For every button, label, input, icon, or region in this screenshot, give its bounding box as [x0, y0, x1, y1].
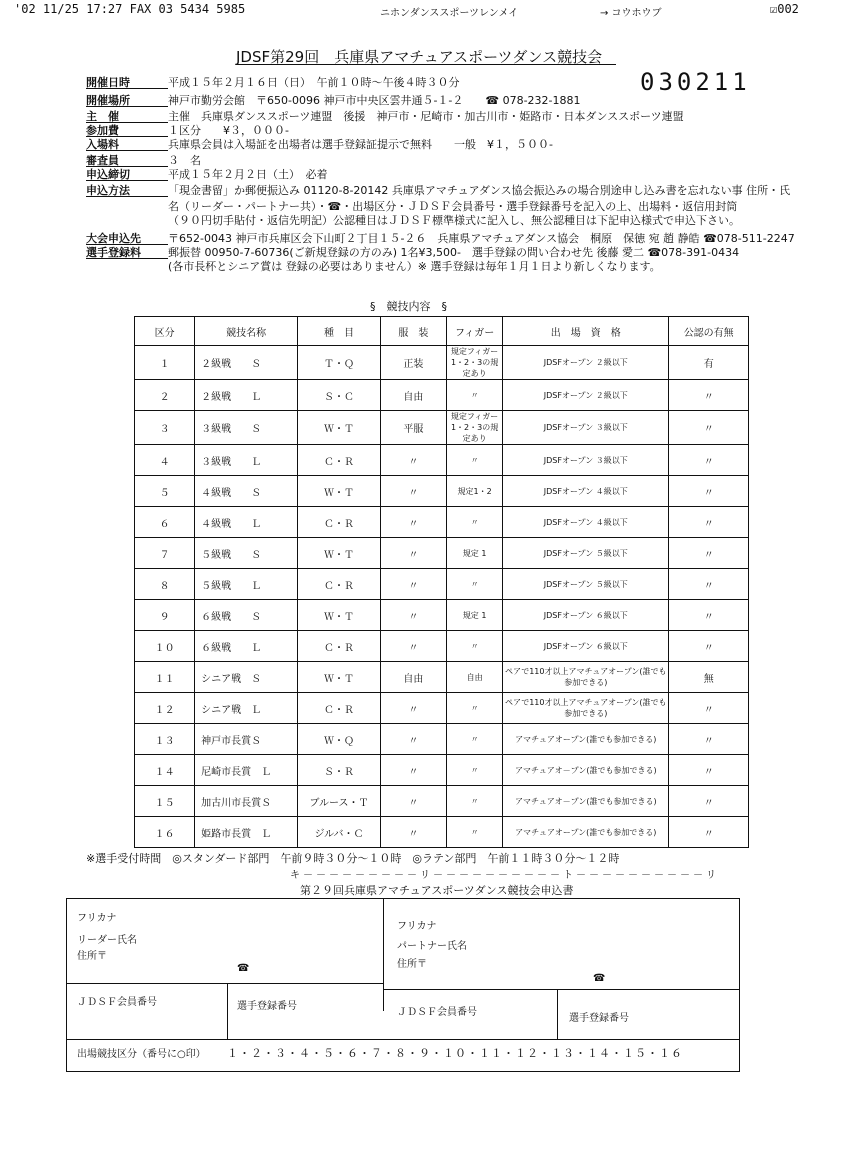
row-official: 〃: [669, 411, 749, 445]
row-event: Ｃ・Ｒ: [298, 693, 381, 724]
info-label: 参加費: [86, 124, 119, 137]
fax-page: ☑002: [770, 2, 799, 16]
row-name: ３級戦 Ｌ: [195, 445, 298, 476]
row-kubun: ７: [135, 538, 195, 569]
leader-furigana-label: フリカナ: [77, 913, 117, 924]
row-figure: 規定 1: [447, 600, 503, 631]
row-eligibility: JDSFオープン ５級以下: [503, 569, 669, 600]
row-kubun: １６: [135, 817, 195, 848]
category-options: １・２・３・４・５・６・７・８・９・１０・１１・１２・１３・１４・１５・１６: [227, 1047, 683, 1060]
row-official: 〃: [669, 693, 749, 724]
info-label: 入場料: [86, 138, 119, 151]
leader-name-label: リーダー氏名: [77, 935, 137, 946]
table-row: [135, 786, 749, 817]
row-kubun: １４: [135, 755, 195, 786]
table-row: [135, 476, 749, 507]
partner-reg-label: 選手登録番号: [569, 1013, 629, 1024]
info-value: 郵振替 00950-7-60736(ご新規登録の方のみ) 1名¥3,500- 選手登録の問い合わせ先 後藤 愛二 ☎078-391-0434: [168, 246, 740, 259]
row-name: ６級戦 Ｌ: [195, 631, 298, 662]
table-row: [135, 507, 749, 538]
row-kubun: １０: [135, 631, 195, 662]
row-event: ブルース・Ｔ: [298, 786, 381, 817]
table-row: [135, 817, 749, 848]
row-eligibility: JDSFオープン ４級以下: [503, 507, 669, 538]
row-attire: 〃: [380, 538, 446, 569]
row-official: 〃: [669, 817, 749, 848]
info-label: 申込方法: [86, 184, 130, 197]
row-figure: 自由: [447, 662, 503, 693]
row-figure: 〃: [447, 380, 503, 411]
row-event: Ｔ・Ｑ: [298, 346, 381, 380]
category-label: 出場競技区分（番号に○印）: [77, 1049, 206, 1060]
competition-table: [134, 316, 749, 848]
document-title: JDSF第29回 兵庫県アマチュアスポーツダンス競技会: [236, 48, 603, 66]
row-official: 〃: [669, 755, 749, 786]
table-row: [135, 569, 749, 600]
row-figure: 規定 1: [447, 538, 503, 569]
row-attire: 〃: [380, 631, 446, 662]
row-official: 〃: [669, 786, 749, 817]
row-official: 〃: [669, 569, 749, 600]
row-eligibility: JDSFオープン ２級以下: [503, 346, 669, 380]
info-value: 〒652-0043 神戸市兵庫区会下山町２丁目１５-２６ 兵庫県アマチュアダンス協会 桐原 保徳 宛 趙 静皓 ☎078-511-2247: [168, 232, 795, 245]
row-eligibility: アマチュアオ－プン(誰でも参加できる): [503, 755, 669, 786]
row-attire: 自由: [380, 380, 446, 411]
row-kubun: ３: [135, 411, 195, 445]
row-name: ２級戦 Ｓ: [195, 346, 298, 380]
row-event: Ｗ・Ｔ: [298, 411, 381, 445]
row-kubun: １: [135, 346, 195, 380]
info-label: 主 催: [86, 110, 119, 123]
table-row: [135, 380, 749, 411]
header-attire: 服 装: [380, 317, 446, 346]
row-attire: 〃: [380, 476, 446, 507]
leader-reg-label: 選手登録番号: [237, 1001, 297, 1012]
row-eligibility: ペアで110才以上アマチュアオープン(誰でも参加できる): [503, 693, 669, 724]
info-label: 審査員: [86, 154, 119, 167]
info-value: 神戸市勤労会館 〒650-0096 神戸市中央区雲井通５-１-２ ☎ 078-232-1881: [168, 94, 581, 107]
form-title: 第２９回兵庫県アマチュアスポーツダンス競技会申込書: [300, 884, 574, 897]
header-event: 種 目: [298, 317, 381, 346]
row-attire: 正装: [380, 346, 446, 380]
row-kubun: ８: [135, 569, 195, 600]
title-underline: [236, 64, 616, 65]
row-figure: 規定フィガー1・2・3の規定あり: [447, 411, 503, 445]
row-attire: 〃: [380, 600, 446, 631]
row-official: 〃: [669, 600, 749, 631]
fax-sender: ニホンダンススポーツレンメイ: [380, 8, 519, 19]
partner-address-label: 住所〒: [397, 959, 427, 970]
table-row: [135, 411, 749, 445]
row-figure: 〃: [447, 693, 503, 724]
table-row: [135, 693, 749, 724]
row-kubun: ２: [135, 380, 195, 411]
info-value: 兵庫県会員は入場証を出場者は選手登録証提示で無料 一般 ¥１，５００-: [168, 138, 553, 151]
row-figure: 規定1・2: [447, 476, 503, 507]
partner-furigana-label: フリカナ: [397, 921, 437, 932]
fax-header-left: '02 11/25 17:27 FAX 03 5434 5985: [14, 2, 246, 16]
row-event: ジルバ・Ｃ: [298, 817, 381, 848]
row-name: 姫路市長賞 Ｌ: [195, 817, 298, 848]
row-name: ４級戦 Ｓ: [195, 476, 298, 507]
row-name: ５級戦 Ｌ: [195, 569, 298, 600]
table-header-row: [135, 317, 749, 346]
row-official: 〃: [669, 538, 749, 569]
row-eligibility: JDSFオープン ２級以下: [503, 380, 669, 411]
row-figure: 〃: [447, 786, 503, 817]
row-eligibility: ペアで110才以上アマチュアオープン(誰でも参加できる): [503, 662, 669, 693]
row-figure: 〃: [447, 507, 503, 538]
row-name: ４級戦 Ｌ: [195, 507, 298, 538]
row-official: 〃: [669, 445, 749, 476]
info-value: １区分 ¥３，０００-: [168, 124, 289, 137]
row-attire: 〃: [380, 786, 446, 817]
row-eligibility: アマチュアオープン(誰でも参加できる): [503, 817, 669, 848]
row-attire: 〃: [380, 755, 446, 786]
partner-jdsf-label: ＪＤＳＦ会員番号: [397, 1007, 477, 1018]
row-event: Ｗ・Ｔ: [298, 662, 381, 693]
row-official: 〃: [669, 507, 749, 538]
row-name: 神戸市長賞Ｓ: [195, 724, 298, 755]
row-figure: 〃: [447, 445, 503, 476]
table-row: [135, 755, 749, 786]
row-official: 〃: [669, 724, 749, 755]
section-title: § 競技内容 §: [370, 300, 447, 313]
row-event: Ｓ・Ｃ: [298, 380, 381, 411]
row-kubun: １１: [135, 662, 195, 693]
header-eligibility: 出 場 資 格: [503, 317, 669, 346]
row-kubun: ６: [135, 507, 195, 538]
row-eligibility: JDSFオープン ４級以下: [503, 476, 669, 507]
row-figure: 〃: [447, 569, 503, 600]
row-eligibility: JDSFオープン ３級以下: [503, 445, 669, 476]
row-official: 無: [669, 662, 749, 693]
row-name: ３級戦 Ｓ: [195, 411, 298, 445]
info-value: 名（リーダー・パートナー共）・☎・出場区分・ＪＤＳＦ会員番号・選手登録番号を記入の上、出場料・返信用封筒: [168, 200, 738, 213]
document-code: 030211: [640, 68, 751, 96]
table-row: [135, 631, 749, 662]
table-row: [135, 346, 749, 380]
info-value: 「現金書留」か郵便振込み 01120-8-20142 兵庫県アマチュアダンス協会振込みの場合別途申し込み書を忘れない事 住所・氏: [168, 184, 791, 197]
row-attire: 〃: [380, 569, 446, 600]
row-name: ２級戦 Ｌ: [195, 380, 298, 411]
row-attire: 自由: [380, 662, 446, 693]
row-figure: 〃: [447, 755, 503, 786]
row-eligibility: JDSFオープン ３級以下: [503, 411, 669, 445]
header-name: 競技名称: [195, 317, 298, 346]
reception-sub: キ－－－－－－－－－リ－－－－－－－－－－ト－－－－－－－－－－リ: [290, 870, 719, 881]
leader-jdsf-label: ＪＤＳＦ会員番号: [77, 997, 157, 1008]
row-attire: 〃: [380, 817, 446, 848]
info-label: 大会申込先: [86, 232, 141, 245]
info-label: 申込締切: [86, 168, 130, 181]
row-event: Ｗ・Ｑ: [298, 724, 381, 755]
row-eligibility: JDSFオープン ５級以下: [503, 538, 669, 569]
row-official: 〃: [669, 631, 749, 662]
row-official: 〃: [669, 380, 749, 411]
row-attire: 〃: [380, 445, 446, 476]
row-kubun: １２: [135, 693, 195, 724]
info-value: (各市長杯とシニア賞は 登録の必要はありません）※ 選手登録は毎年１月１日より新しくなります。: [168, 260, 661, 273]
table-row: [135, 600, 749, 631]
table-row: [135, 662, 749, 693]
info-label: 開催場所: [86, 94, 130, 107]
row-kubun: ５: [135, 476, 195, 507]
table-row: [135, 538, 749, 569]
row-figure: 〃: [447, 631, 503, 662]
table-row: [135, 445, 749, 476]
leader-address-label: 住所〒: [77, 951, 107, 962]
row-name: ６級戦 Ｓ: [195, 600, 298, 631]
row-eligibility: アマチュアオ－プン(誰でも参加できる): [503, 786, 669, 817]
row-kubun: １３: [135, 724, 195, 755]
partner-name-label: パートナー氏名: [397, 941, 467, 952]
fax-destination: → コウホウブ: [600, 8, 662, 19]
row-attire: 平服: [380, 411, 446, 445]
row-event: Ｃ・Ｒ: [298, 507, 381, 538]
table-row: [135, 724, 749, 755]
info-value: （９０円切手貼付・返信先明記）公認種目はＪＤＳＦ標準様式に記入し、無公認種目は下記申込様式で申込下さい。: [168, 214, 740, 227]
row-official: 有: [669, 346, 749, 380]
row-name: 加古川市長賞Ｓ: [195, 786, 298, 817]
row-name: ５級戦 Ｓ: [195, 538, 298, 569]
row-event: Ｃ・Ｒ: [298, 631, 381, 662]
application-form: [66, 898, 740, 1072]
info-value: ３ 名: [168, 154, 201, 167]
row-name: 尼崎市長賞 Ｌ: [195, 755, 298, 786]
row-eligibility: JDSFオープン ６級以下: [503, 600, 669, 631]
row-event: Ｃ・Ｒ: [298, 569, 381, 600]
row-attire: 〃: [380, 507, 446, 538]
row-figure: 〃: [447, 724, 503, 755]
leader-tel-label: ☎: [237, 963, 250, 974]
header-official: 公認の有無: [669, 317, 749, 346]
header-kubun: 区分: [135, 317, 195, 346]
row-name: シニア戦 Ｌ: [195, 693, 298, 724]
row-event: Ｗ・Ｔ: [298, 476, 381, 507]
row-name: シニア戦 Ｓ: [195, 662, 298, 693]
partner-tel-label: ☎: [593, 973, 606, 984]
row-kubun: ４: [135, 445, 195, 476]
row-attire: 〃: [380, 724, 446, 755]
info-value: 主催 兵庫県ダンススポーツ連盟 後援 神戸市・尼崎市・加古川市・姫路市・日本ダンススポーツ連盟: [168, 110, 684, 123]
row-event: Ｓ・Ｒ: [298, 755, 381, 786]
info-label: 選手登録料: [86, 246, 141, 259]
row-attire: 〃: [380, 693, 446, 724]
row-event: Ｗ・Ｔ: [298, 538, 381, 569]
row-figure: 規定フィガー1・2・3の規定あり: [447, 346, 503, 380]
row-kubun: ９: [135, 600, 195, 631]
row-official: 〃: [669, 476, 749, 507]
info-value: 平成１５年２月１６日（日） 午前１０時～午後４時３０分: [168, 76, 460, 89]
reception-notes: ※選手受付時間 ◎スタンダード部門 午前９時３０分～１０時 ◎ラテン部門 午前１１時３０分～１２時: [86, 852, 620, 865]
info-label: 開催日時: [86, 76, 130, 89]
row-eligibility: JDSFオープン ６級以下: [503, 631, 669, 662]
row-figure: 〃: [447, 817, 503, 848]
row-event: Ｗ・Ｔ: [298, 600, 381, 631]
row-eligibility: アマチュアオープン(誰でも参加できる): [503, 724, 669, 755]
row-event: Ｃ・Ｒ: [298, 445, 381, 476]
header-figure: フィガー: [447, 317, 503, 346]
info-value: 平成１５年２月２日（土） 必着: [168, 168, 328, 181]
row-kubun: １５: [135, 786, 195, 817]
